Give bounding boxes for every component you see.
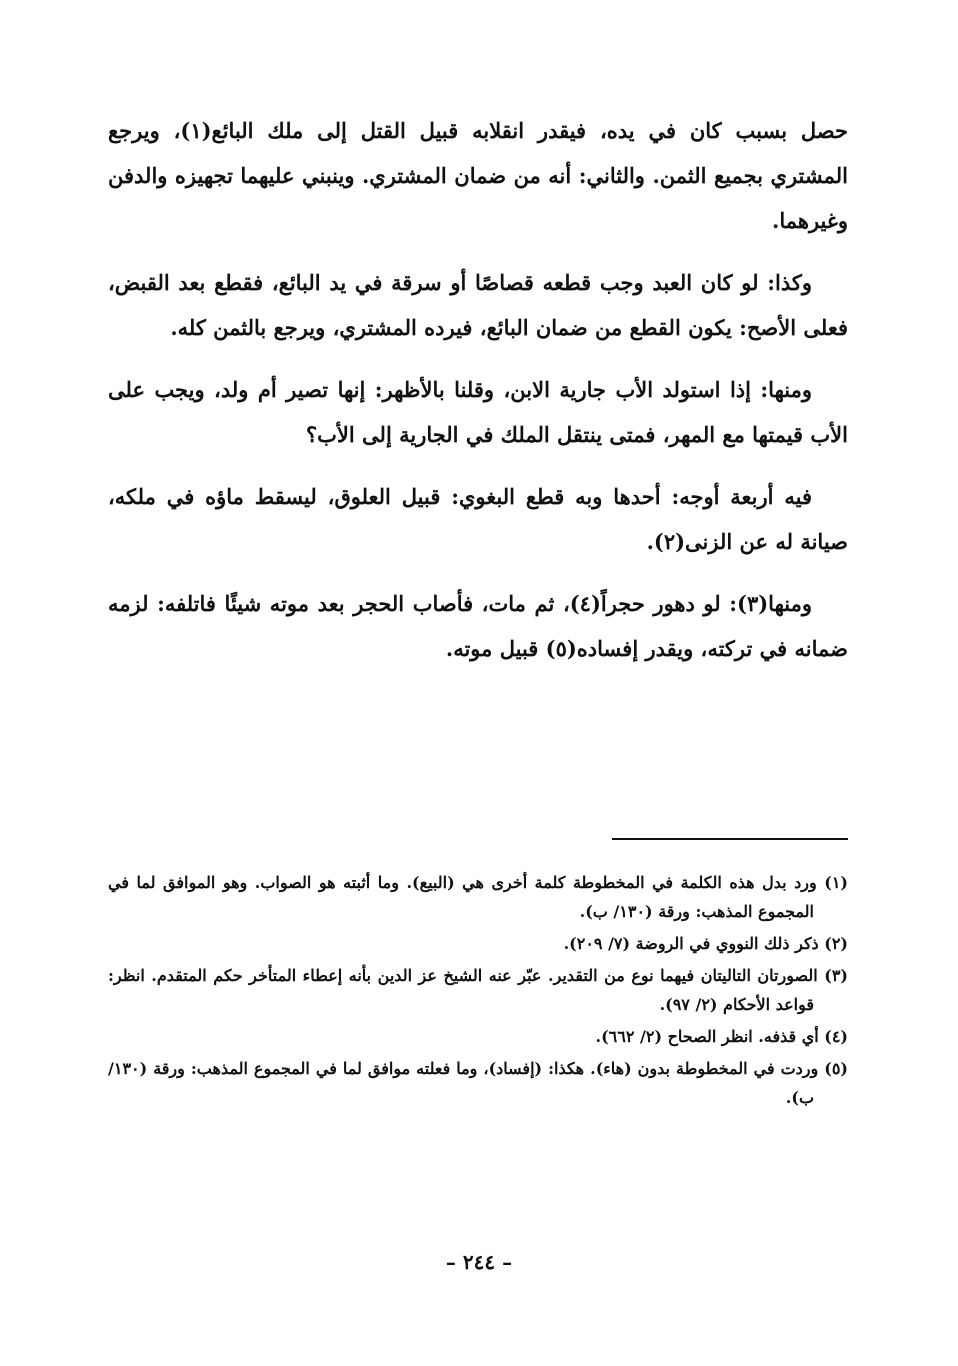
paragraph-3: ومنها: إذا استولد الأب جارية الابن، وقلنا بالأظهر: إنها تصير أم ولد، ويجب على الأب قيمتها مع المهر، فمتى ينتقل الملك في الجارية إلى الأب؟ <box>108 377 848 447</box>
footnote-1: (١) ورد بدل هذه الكلمة في المخطوطة كلمة أخرى هي (البيع). وما أثبته هو الصواب. وهو الموافق لما في المجموع المذهب: ورقة (١٣٠/ ب). <box>108 873 848 921</box>
paragraph-2: وكذا: لو كان العبد وجب قطعه قصاصًا أو سرقة في يد البائع، فقطع بعد القبض، فعلى الأصح: يكون القطع من ضمان البائع، فيرده المشتري، ويرجع بالثمن كله. <box>108 270 848 340</box>
paragraph-5: ومنها(٣): لو دهور حجراً(٤)، ثم مات، فأصاب الحجر بعد موته شيئًا فاتلفه: لزمه ضمانه في تركته، ويقدر إفساده(٥) قبيل موته. <box>108 591 848 661</box>
footnote-divider <box>612 838 848 840</box>
footnote-2: (٢) ذكر ذلك النووي في الروضة (٧/ ٢٠٩). <box>563 934 848 953</box>
footnote-4: (٤) أي قذفه. انظر الصحاح (٢/ ٦٦٢). <box>595 1027 848 1046</box>
page-number: – ٢٤٤ – <box>445 1250 513 1274</box>
paragraph-1: حصل بسبب كان في يده، فيقدر انقلابه قبيل القتل إلى ملك البائع(١)، ويرجع المشتري بجميع الثمن. والثاني: أنه من ضمان المشتري. وينبني عليهما تجهيزه والدفن وغيرهما. <box>108 118 849 233</box>
footnote-5: (٥) وردت في المخطوطة بدون (هاء). هكذا: (إفساد)، وما فعلته موافق لما في المجموع المذهب: ورقة (١٣٠/ ب). <box>108 1059 848 1107</box>
main-text <box>108 108 848 688</box>
footnotes <box>108 868 848 1115</box>
footnote-3: (٣) الصورتان التاليتان فيهما نوع من التقدير. عبّر عنه الشيخ عز الدين بأنه إعطاء المتأخر حكم المتقدم. انظر: قواعد الأحكام (٢/ ٩٧). <box>108 966 848 1014</box>
paragraph-4: فيه أربعة أوجه: أحدها وبه قطع البغوي: قبيل العلوق، ليسقط ماؤه في ملكه، صيانة له عن الزنى(٢). <box>108 484 848 554</box>
